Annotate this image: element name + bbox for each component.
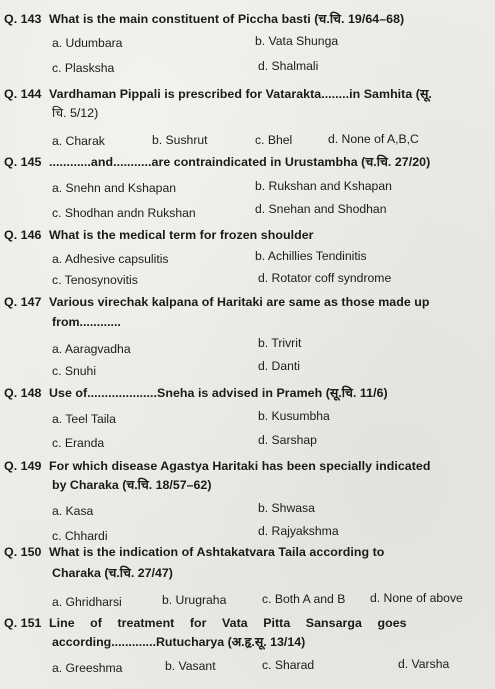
question-148 <box>4 383 488 403</box>
option-a: a. Teel Taila <box>52 412 116 426</box>
option-a: a. Kasa <box>52 504 94 518</box>
option-d: d. Rajyakshma <box>258 524 339 538</box>
option-a: a. Snehn and Kshapan <box>52 181 177 195</box>
question-text: ............and...........are contraindicated in Urustambha (च.चि. 27/20) <box>49 155 431 169</box>
option-a: a. Aaragvadha <box>52 342 131 356</box>
question-number: Q. 147 <box>4 295 42 309</box>
option-b: b. Rukshan and Kshapan <box>255 179 392 193</box>
question-text-continued: according.............Rutucharya (अ.हृ.सू. 13/14) <box>52 635 306 649</box>
option-b: b. Urugraha <box>162 593 227 607</box>
question-number: Q. 149 <box>4 459 42 473</box>
question-149 <box>4 456 488 476</box>
option-c: c. Shodhan andn Rukshan <box>52 206 196 220</box>
option-b: b. Shwasa <box>258 501 315 515</box>
question-text-continued: Charaka (च.चि. 27/47) <box>52 566 173 580</box>
option-b: b. Achillies Tendinitis <box>255 249 367 263</box>
option-b: b. Trivrit <box>258 336 302 350</box>
question-text: Vardhaman Pippali is prescribed for Vatarakta........in Samhita (सू. <box>49 87 432 101</box>
option-c: c. Plasksha <box>52 61 115 75</box>
option-b: b. Vasant <box>165 659 216 673</box>
question-text-continued: चि. 5/12) <box>52 106 99 120</box>
question-number: Q. 148 <box>4 386 42 400</box>
option-c: c. Tenosynovitis <box>52 273 138 287</box>
option-d: d. Rotator coff syndrome <box>258 271 392 285</box>
question-text-continued: by Charaka (च.चि. 18/57–62) <box>52 478 212 492</box>
question-text: What is the medical term for frozen shoulder <box>49 228 314 242</box>
question-144 <box>4 84 488 104</box>
option-d: d. None of A,B,C <box>328 132 419 146</box>
question-number: Q. 143 <box>4 12 42 26</box>
option-a: a. Greeshma <box>52 661 123 675</box>
question-143 <box>4 9 488 29</box>
option-d: d. Snehan and Shodhan <box>255 202 387 216</box>
question-146 <box>4 225 488 245</box>
question-151 <box>4 613 488 633</box>
option-d: d. Shalmali <box>258 59 319 73</box>
option-c: c. Snuhi <box>52 364 97 378</box>
question-text: What is the main constituent of Piccha basti (च.चि. 19/64–68) <box>49 12 405 26</box>
question-text-continued: from............ <box>52 315 121 329</box>
option-d: d. Danti <box>258 359 301 373</box>
question-147 <box>4 292 488 312</box>
question-number: Q. 145 <box>4 155 42 169</box>
option-a: a. Udumbara <box>52 36 123 50</box>
question-text: What is the indication of Ashtakatvara Taila according to <box>49 545 385 559</box>
option-a: a. Adhesive capsulitis <box>52 252 169 266</box>
question-150 <box>4 542 488 562</box>
option-c: c. Bhel <box>255 133 293 147</box>
option-d: d. None of above <box>370 591 463 605</box>
question-number: Q. 144 <box>4 87 42 101</box>
option-a: a. Charak <box>52 134 105 148</box>
question-number: Q. 146 <box>4 228 42 242</box>
question-number: Q. 150 <box>4 545 42 559</box>
option-b: b. Vata Shunga <box>255 34 339 48</box>
option-c: c. Chhardi <box>52 529 108 543</box>
option-b: b. Sushrut <box>152 133 208 147</box>
option-d: d. Varsha <box>398 657 450 671</box>
option-b: b. Kusumbha <box>258 409 330 423</box>
question-number: Q. 151 <box>4 616 42 630</box>
option-c: c. Both A and B <box>262 592 346 606</box>
question-text: For which disease Agastya Haritaki has been specially indicated <box>49 459 431 473</box>
option-c: c. Sharad <box>262 658 315 672</box>
question-text: Line of treatment for Vata Pitta Sansarga goes <box>49 616 407 630</box>
question-145 <box>4 152 488 172</box>
question-text: Various virechak kalpana of Haritaki are same as those made up <box>49 295 430 309</box>
option-a: a. Ghridharsi <box>52 595 122 609</box>
question-text: Use of....................Sneha is advised in Prameh (सू.चि. 11/6) <box>49 386 388 400</box>
option-d: d. Sarshap <box>258 433 317 447</box>
option-c: c. Eranda <box>52 436 105 450</box>
